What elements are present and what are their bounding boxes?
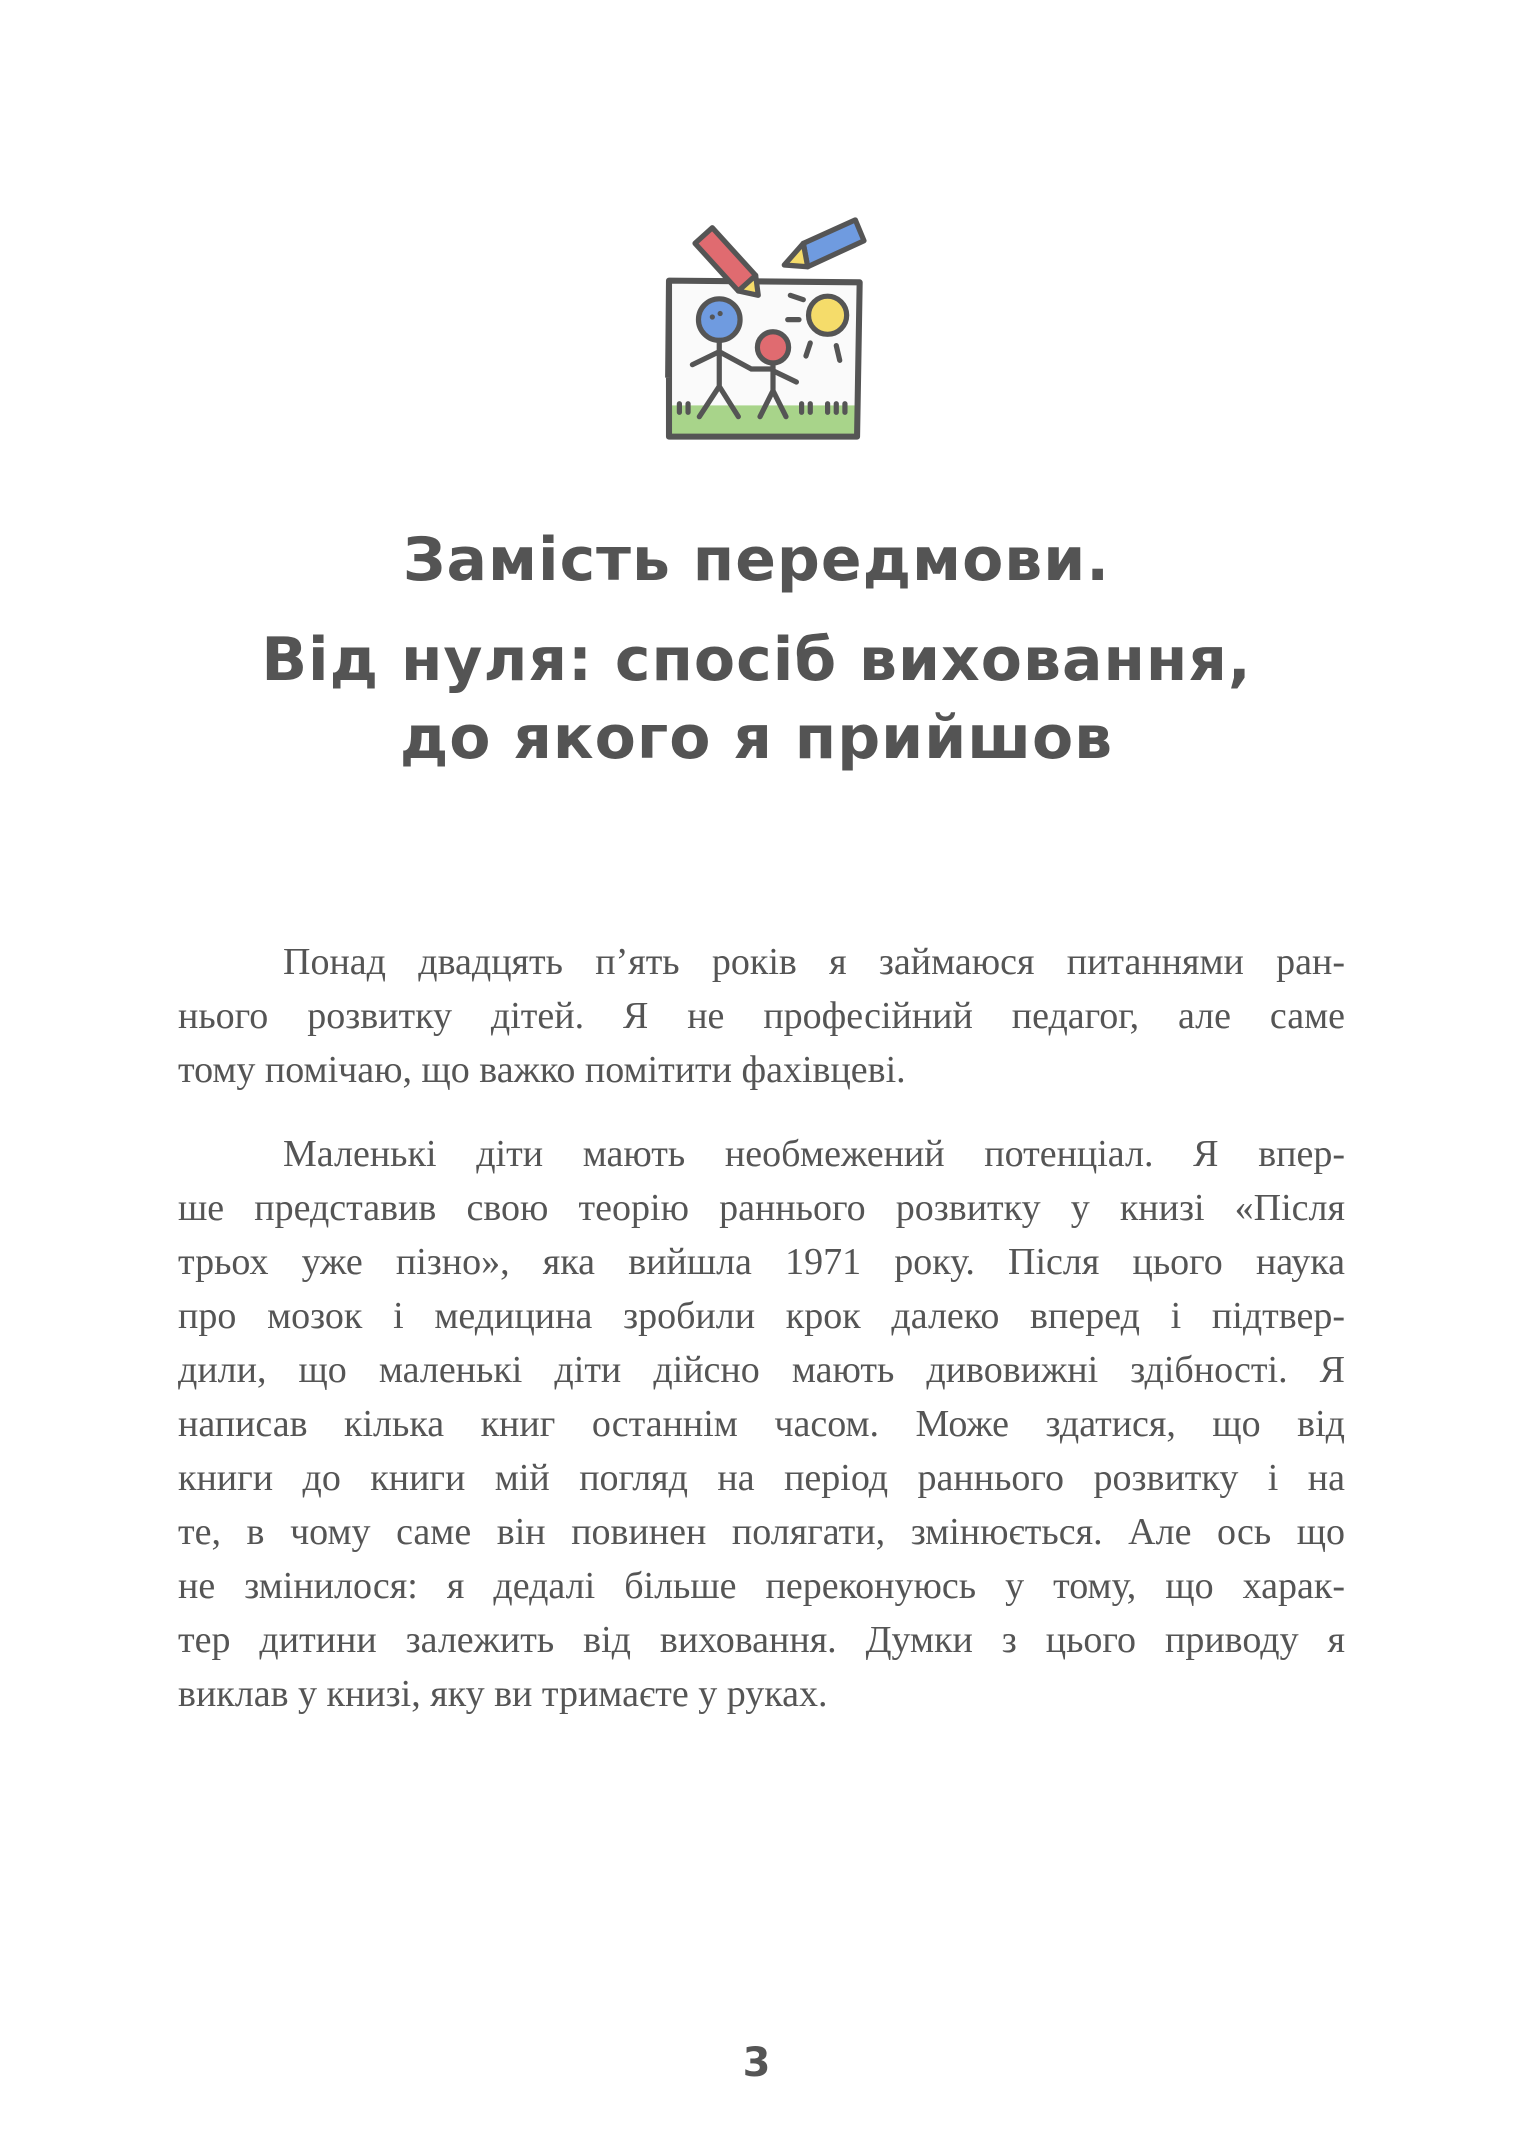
page-title-line-1: Замість передмови. [402,525,1111,595]
page-number: 3 [742,2040,771,2086]
page-title-line-3: до якого я прийшов [399,703,1114,773]
text-line: тер дитини залежить від виховання. Думки з цього приводу я [178,1619,1345,1661]
text-line: написав кілька книг останнім часом. Може здатися, що від [178,1403,1345,1445]
text-line: книги до книги мій погляд на період раннього розвитку і на [178,1457,1345,1499]
text-line: не змінилося: я дедалі більше переконуюсь у тому, що харак- [178,1565,1345,1607]
blue-pencil-icon [784,220,864,267]
page-title-line-2: Від нуля: спосіб виховання, [261,625,1252,695]
text-line: про мозок і медицина зробили крок далеко вперед і підтвер- [178,1295,1345,1337]
text-line: виклав у книзі, яку ви тримаєте у руках. [178,1673,828,1715]
text-line: дили, що маленькі діти дійсно мають дивовижні здібності. Я [178,1349,1345,1391]
text-line: нього розвитку дітей. Я не професійний педагог, але саме [178,995,1345,1037]
text-line: трьох уже пізно», яка вийшла 1971 року. Після цього наука [178,1241,1345,1283]
text-line: ше представив свою теорію раннього розвитку у книзі «Після [178,1187,1345,1229]
text-line: те, в чому саме він повинен полягати, змінюється. Але ось що [178,1511,1345,1553]
text-line: Маленькі діти мають необмежений потенціал. Я впер- [283,1133,1345,1175]
text-line: тому помічаю, що важко помітити фахівцеві. [178,1049,906,1091]
child-drawing-illustration-icon [630,190,890,470]
text-line: Понад двадцять п’ять років я займаюся питаннями ран- [283,941,1345,983]
